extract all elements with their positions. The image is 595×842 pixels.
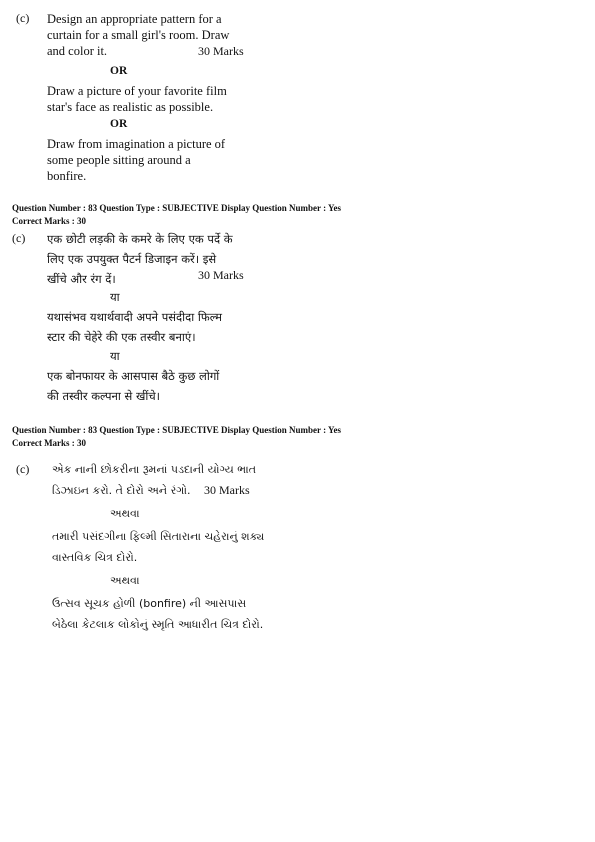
or-separator: OR <box>110 118 128 130</box>
option-3-text <box>47 136 267 184</box>
text-line: यथासंभव यथार्थवादी अपने पसंदीदा फिल्म <box>47 310 222 324</box>
text-line: Draw a picture of your favorite film <box>47 84 227 98</box>
text-line: एक छोटी लड़की के कमरे के लिए एक पर्दे के <box>47 232 233 246</box>
question-meta: Question Number : 83 Question Type : SUBJECTIVE Display Question Number : Yes <box>12 203 342 213</box>
text-line: की तस्वीर कल्पना से खींचे। <box>47 389 161 403</box>
or-separator: या <box>110 290 120 304</box>
text-line: एक बोनफायर के आसपास बैठे कुछ लोगों <box>47 369 220 383</box>
text-line: વાસ્તવિક ચિત્ર દોરો. <box>52 551 138 564</box>
text-line: બેઠેલા કેટલાક લોકોનું સ્મૃતિ આધારીત ચિત્ર દોરો. <box>52 618 264 631</box>
text-line: curtain for a small girl's room. Draw <box>47 28 230 42</box>
or-separator: અથવા <box>110 507 140 520</box>
question-label: (c) <box>16 11 30 25</box>
correct-marks: Correct Marks : 30 <box>12 438 87 448</box>
text-line: તમારી પસંદગીના ફિલ્મી સિતારાના ચહેરાનું શક્ય <box>52 530 265 543</box>
text-line: and color it. <box>47 44 108 58</box>
text-line: Design an appropriate pattern for a <box>47 12 222 26</box>
text-line: star's face as realistic as possible. <box>47 100 214 114</box>
marks-label: 30 Marks <box>204 483 250 497</box>
option-2-text <box>52 526 292 568</box>
option-2-text <box>47 83 267 115</box>
text-line: ઉત્સવ સૂચક હોળી (bonfire) ની આસપાસ <box>52 597 247 610</box>
option-2-text <box>47 307 277 347</box>
text-line: लिए एक उपयुक्त पैटर्न डिजाइन करें। इसे <box>47 252 217 266</box>
text-line: स्टार की चेहेरे की एक तस्वीर बनाएं। <box>47 330 196 344</box>
or-separator: અથવા <box>110 574 140 587</box>
correct-marks: Correct Marks : 30 <box>12 216 87 226</box>
option-3-text <box>47 366 277 406</box>
question-label: (c) <box>12 231 26 245</box>
marks-label: 30 Marks <box>198 44 244 58</box>
option-1-line-1: એક નાની છોકરીના રૂમનાં પડદાની યોગ્ય ભાત <box>52 463 257 476</box>
text-line: some people sitting around a <box>47 153 191 167</box>
or-separator: या <box>110 349 120 363</box>
text-line: bonfire. <box>47 169 87 183</box>
or-separator: OR <box>110 65 128 77</box>
option-3-text <box>52 593 312 635</box>
question-label: (c) <box>16 462 30 476</box>
text-line: खींचे और रंग दें। <box>47 272 116 286</box>
marks-label: 30 Marks <box>198 268 244 282</box>
text-line: Draw from imagination a picture of <box>47 137 226 151</box>
question-meta: Question Number : 83 Question Type : SUBJECTIVE Display Question Number : Yes <box>12 425 342 435</box>
option-1-line-2: ડિઝાઇન કરો. તે દોરો અને રંગો. <box>52 484 191 497</box>
